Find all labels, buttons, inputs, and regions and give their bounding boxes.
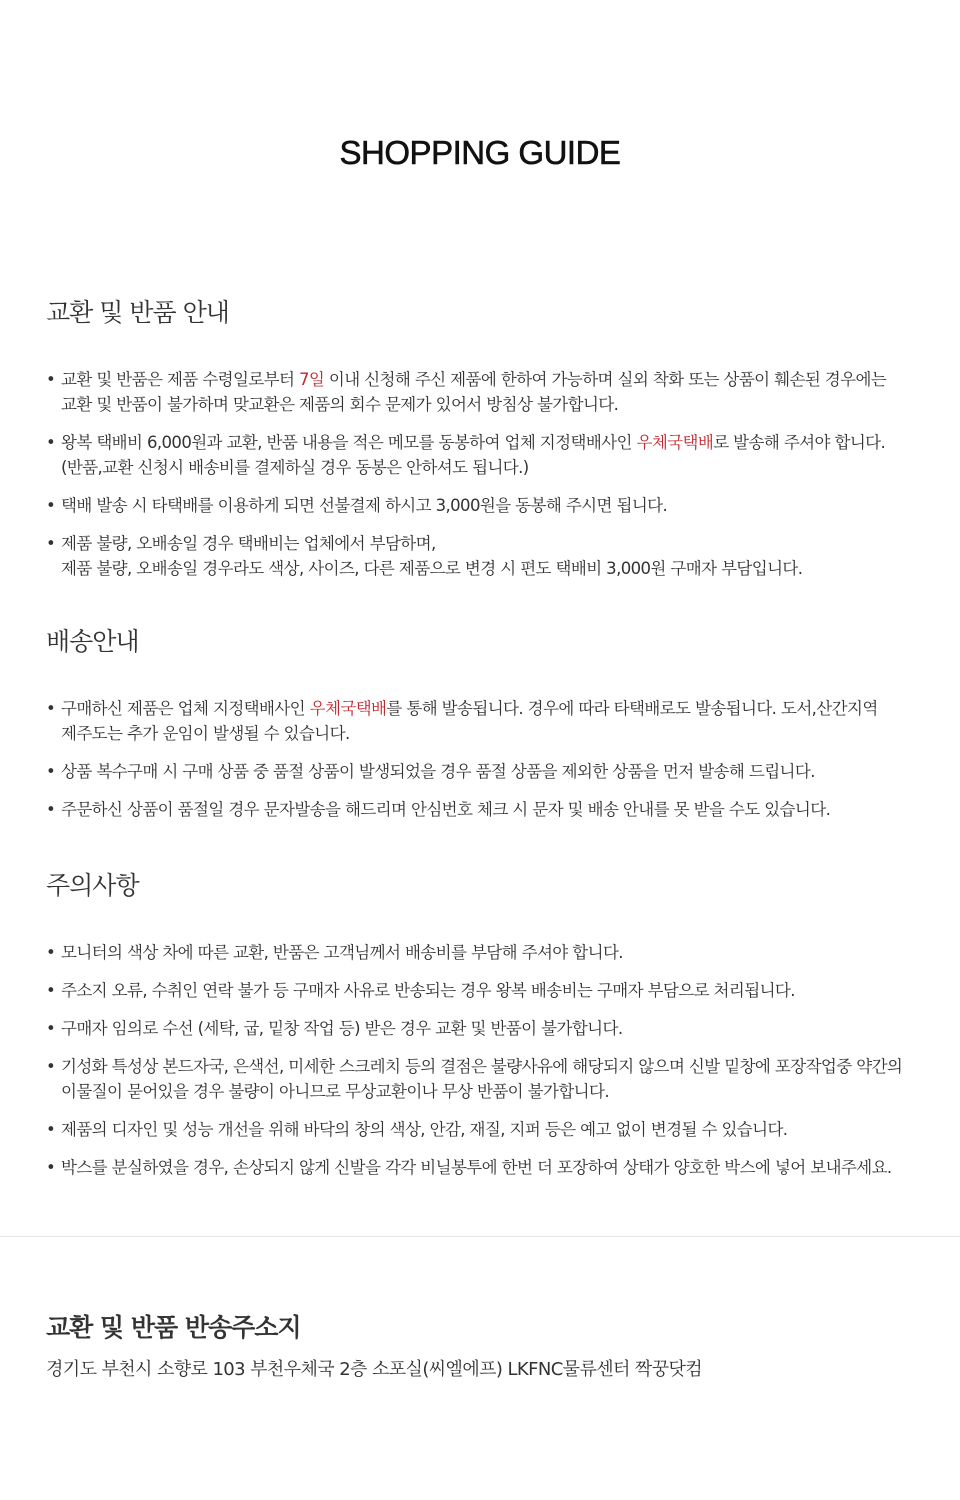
list-item	[46, 696, 936, 746]
item-text: 기성화 특성상 본드자국, 은색선, 미세한 스크레치 등의 결점은 불량사유에 해당되지 않으며 신발 밑창에 포장작업중 약간의	[61, 1057, 903, 1076]
highlight-text: 우체국택배	[636, 433, 714, 452]
list-item	[46, 759, 936, 784]
list-item	[46, 1016, 936, 1041]
item-text: 주소지 오류, 수취인 연락 불가 등 구매자 사유로 반송되는 경우 왕복 배송비는 구매자 부담으로 처리됩니다.	[61, 981, 795, 1000]
item-text: 이물질이 묻어있을 경우 불량이 아니므로 무상교환이나 무상 반품이 불가합니다.	[61, 1082, 609, 1101]
list-item	[46, 978, 936, 1003]
bullet-icon: •	[46, 762, 56, 781]
bullet-icon: •	[46, 800, 56, 819]
list-item	[46, 367, 936, 417]
item-line	[61, 721, 936, 746]
item-text: 교환 및 반품이 불가하며 맞교환은 제품의 회수 문제가 있어서 방침상 불가합니다.	[61, 395, 619, 414]
item-line	[61, 1155, 936, 1180]
bullet-icon: •	[46, 496, 56, 515]
bullet-icon: •	[46, 1158, 56, 1177]
item-text: 제품의 디자인 및 성능 개선을 위해 바닥의 창의 색상, 안감, 재질, 지퍼 등은 예고 없이 변경될 수 있습니다.	[61, 1120, 788, 1139]
item-line	[61, 1054, 936, 1079]
guide-list	[46, 940, 936, 1180]
bullet-icon: •	[46, 433, 56, 452]
bullet-icon: •	[46, 1120, 56, 1139]
section-title-caution: 주의사항	[46, 871, 139, 900]
bullet-icon: •	[46, 1019, 56, 1038]
item-line	[61, 696, 936, 721]
item-line	[61, 978, 936, 1003]
item-text: 교환 및 반품은 제품 수령일로부터	[61, 370, 299, 389]
item-text: 제품 불량, 오배송일 경우라도 색상, 사이즈, 다른 제품으로 변경 시 편도 택배비 3,000원 구매자 부담입니다.	[61, 559, 803, 578]
bullet-icon: •	[46, 534, 56, 553]
guide-list	[46, 367, 936, 581]
guide-list	[46, 696, 936, 822]
bullet-icon: •	[46, 699, 56, 718]
bullet-icon: •	[46, 981, 56, 1000]
item-line	[61, 367, 936, 392]
item-text: 택배 발송 시 타택배를 이용하게 되면 선불결제 하시고 3,000원을 동봉해 주시면 됩니다.	[61, 496, 668, 515]
list-item	[46, 1155, 936, 1180]
item-text: 왕복 택배비 6,000원과 교환, 반품 내용을 적은 메모를 동봉하여 업체 지정택배사인	[61, 433, 637, 452]
list-item	[46, 531, 936, 581]
item-text: 주문하신 상품이 품절일 경우 문자발송을 해드리며 안심번호 체크 시 문자 및 배송 안내를 못 받을 수도 있습니다.	[61, 800, 831, 819]
item-line	[61, 940, 936, 965]
item-text: 모니터의 색상 차에 따른 교환, 반품은 고객님께서 배송비를 부담해 주셔야 합니다.	[61, 943, 623, 962]
item-text: 제품 불량, 오배송일 경우 택배비는 업체에서 부담하며,	[61, 534, 436, 553]
item-text: 구매하신 제품은 업체 지정택배사인	[61, 699, 310, 718]
section-caution	[46, 866, 936, 1193]
item-line	[61, 430, 936, 455]
item-line	[61, 455, 936, 480]
item-text: 상품 복수구매 시 구매 상품 중 품절 상품이 발생되었을 경우 품절 상품을 제외한 상품을 먼저 발송해 드립니다.	[61, 762, 815, 781]
item-line	[61, 556, 936, 581]
return-address-title: 교환 및 반품 반송주소지	[46, 1313, 301, 1342]
highlight-text: 우체국택배	[309, 699, 387, 718]
item-line	[61, 759, 936, 784]
item-line	[61, 1117, 936, 1142]
item-line	[61, 1079, 936, 1104]
bullet-icon: •	[46, 943, 56, 962]
page-title: SHOPPING GUIDE	[339, 134, 621, 172]
list-item	[46, 493, 936, 518]
item-line	[61, 1016, 936, 1041]
section-divider	[0, 1236, 960, 1237]
section-title-exchange-return: 교환 및 반품 안내	[46, 298, 229, 327]
return-address-text: 경기도 부천시 소향로 103 부천우체국 2층 소포실(씨엘에프) LKFNC물류센터 짝꿍닷컴	[46, 1359, 703, 1380]
item-line	[61, 493, 936, 518]
item-text: 박스를 분실하였을 경우, 손상되지 않게 신발을 각각 비닐봉투에 한번 더 포장하여 상태가 양호한 박스에 넣어 보내주세요.	[61, 1158, 892, 1177]
highlight-text: 7일	[298, 370, 325, 389]
item-text: 이내 신청해 주신 제품에 한하여 가능하며 실외 착화 또는 상품이 훼손된 경우에는	[324, 370, 887, 389]
list-item	[46, 940, 936, 965]
item-line	[61, 392, 936, 417]
item-text: 로 발송해 주셔야 합니다.	[713, 433, 886, 452]
bullet-icon: •	[46, 370, 56, 389]
item-line	[61, 531, 936, 556]
item-text: 를 통해 발송됩니다. 경우에 따라 타택배로도 발송됩니다. 도서,산간지역	[386, 699, 878, 718]
item-text: 구매자 임의로 수선 (세탁, 굽, 밑창 작업 등) 받은 경우 교환 및 반품이 불가합니다.	[61, 1019, 623, 1038]
list-item	[46, 797, 936, 822]
section-exchange-return	[46, 293, 936, 594]
list-item	[46, 1054, 936, 1104]
section-delivery	[46, 622, 936, 835]
list-item	[46, 1117, 936, 1142]
item-text: 제주도는 추가 운임이 발생될 수 있습니다.	[61, 724, 350, 743]
list-item	[46, 430, 936, 480]
section-title-delivery: 배송안내	[46, 627, 139, 656]
item-text: (반품,교환 신청시 배송비를 결제하실 경우 동봉은 안하셔도 됩니다.)	[61, 458, 529, 477]
item-line	[61, 797, 936, 822]
bullet-icon: •	[46, 1057, 56, 1076]
